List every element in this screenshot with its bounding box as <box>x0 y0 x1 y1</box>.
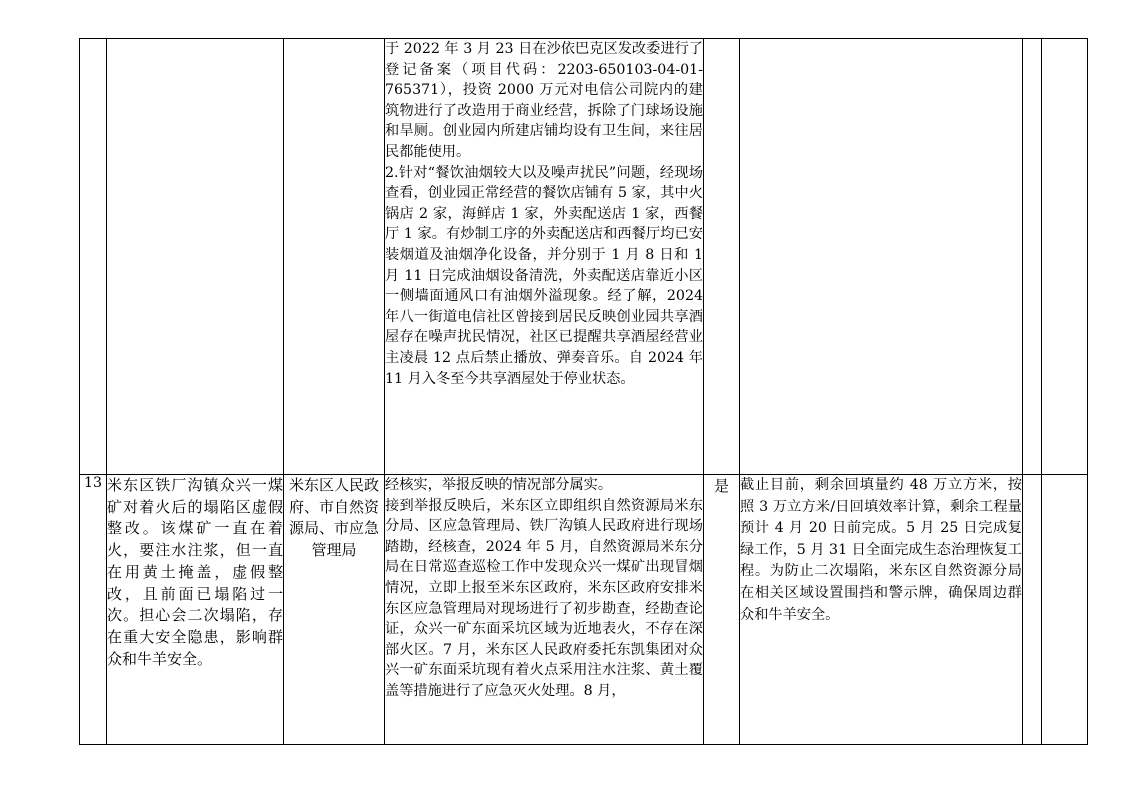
department-cell: 米东区人民政府、市自然资源局、市应急管理局 <box>284 475 385 745</box>
is-true-cell <box>704 39 740 475</box>
verification-paragraph: 经核实，举报反映的情况部分属实。 <box>385 477 613 493</box>
row-number <box>80 39 107 475</box>
verification-cell <box>385 475 704 745</box>
table-row <box>80 39 1088 475</box>
department-cell <box>284 39 385 475</box>
empty-cell <box>1023 39 1042 475</box>
verification-paragraph: 2.针对“餐饮油烟较大以及噪声扰民”问题，经现场查看，创业园正常经营的餐饮店铺有 5 家，其中火锅店 2 家，海鲜店 1 家，外卖配送店 1 家，西餐厅 1 家。有炒制工序的外卖配送店和西餐厅均已安装烟道及油烟净化设备，并分别于 1 月 8 日和 1 月 11 日完成油烟设备清洗，外卖配送店靠近小区一侧墙面通风口有油烟外溢现象。经了解，2024 年八一街道电信社区曾接到居民反映创业园共享酒屋存在噪声扰民情况，社区已提醒共享酒屋经营业主凌晨 12 点后禁止播放、弹奏音乐。自 2024 年 11 月入冬至今共享酒屋处于停业状态。 <box>385 164 703 387</box>
issue-cell: 米东区铁厂沟镇众兴一煤矿对着火后的塌陷区虚假整改。该煤矿一直在着火，要注水注浆，但一直在用黄土掩盖，虚假整改，且前面已塌陷过一次。担心会二次塌陷，存在重大安全隐患，影响群众和牛羊安全。 <box>107 475 284 745</box>
verification-cell <box>385 39 704 475</box>
row-number: 13 <box>80 475 107 745</box>
result-cell <box>740 39 1023 475</box>
is-true-cell: 是 <box>704 475 740 745</box>
issue-cell <box>107 39 284 475</box>
complaint-handling-table <box>79 38 1088 745</box>
verification-paragraph: 于 2022 年 3 月 23 日在沙依巴克区发改委进行了登记备案（项目代码：2203-650103-04-01-765371），投资 2000 万元对电信公司院内的建筑物进行了改造用于商业经营，拆除了门球场设施和旱厕。创业园内所建店铺均设有卫生间，来往居民都能使用。 <box>385 41 703 160</box>
verification-paragraph: 接到举报反映后，米东区立即组织自然资源局米东分局、区应急管理局、铁厂沟镇人民政府进行现场踏勘，经核查，2024 年 5 月，自然资源局米东分局在日常巡查巡检工作中发现众兴一煤矿出现冒烟情况，立即上报至米东区政府，米东区政府安排米东区应急管理局对现场进行了初步勘查，经勘查论证，众兴一矿东面采坑区域为近地表火，不存在深部火区。7 月，米东区人民政府委托东凯集团对众兴一矿东面采坑现有着火点采用注水注浆、黄土覆盖等措施进行了应急灭火处理。8 月， <box>385 497 703 699</box>
result-cell: 截止目前，剩余回填量约 48 万立方米，按照 3 万立方米/日回填效率计算，剩余工程量预计 4 月 20 日前完成。5 月 25 日完成复绿工作，5 月 31 日全面完成生态治理恢复工程。为防止二次塌陷，米东区自然资源分局在相关区域设置围挡和警示牌，确保周边群众和牛羊安全。 <box>740 475 1023 745</box>
empty-cell <box>1023 475 1042 745</box>
empty-cell <box>1042 39 1088 475</box>
empty-cell <box>1042 475 1088 745</box>
table-row <box>80 475 1088 745</box>
